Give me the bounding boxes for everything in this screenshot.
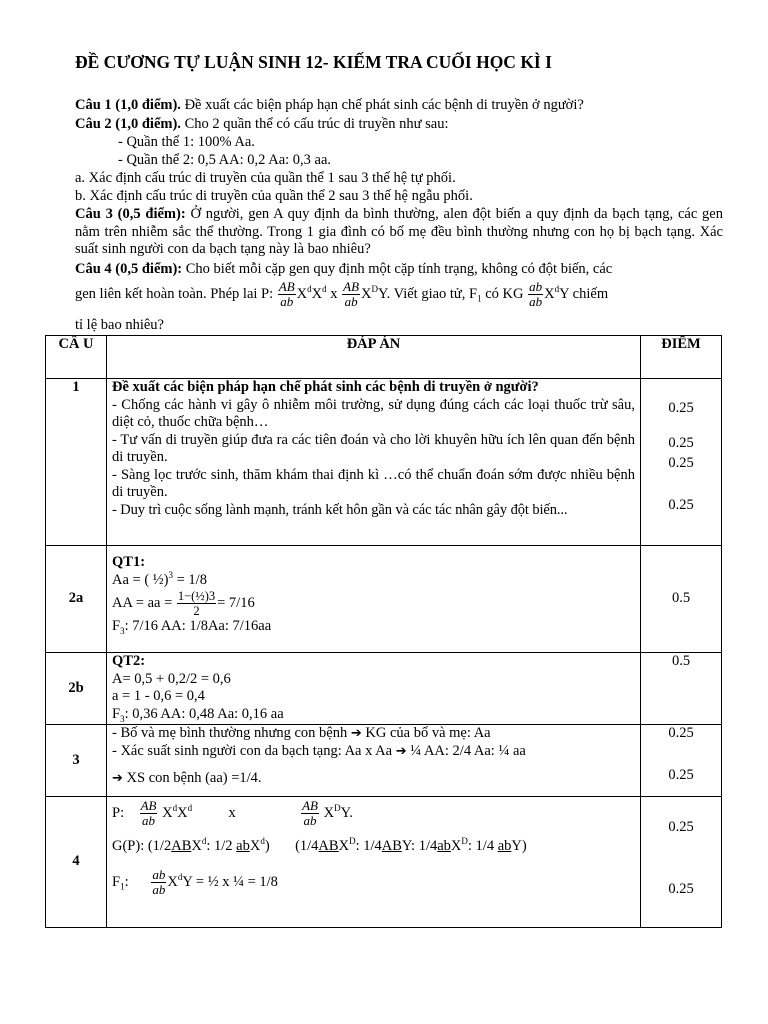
row-1-score-1: 0.25 [668, 400, 694, 416]
fraction-f1: $\frac{ab}{ab}$ [152, 866, 166, 897]
question-2a: a. Xác định cấu trúc di truyền của quần thể 1 sau 3 thế hệ tự phối. [75, 170, 456, 186]
table-row-2b [46, 653, 722, 725]
question-2-item-1: - Quần thể 1: 100% Aa. [118, 134, 255, 150]
question-2-text: Cho 2 quần thể có cấu trúc di truyền như sau: [180, 116, 449, 132]
question-4-text-3: tỉ lệ bao nhiêu? [75, 317, 164, 333]
row-1-score-3: 0.25 [668, 455, 694, 471]
row-2a-line-3: $F_3$: 7/16 AA: 1/8Aa: 7/16aa [112, 618, 272, 636]
row-2a-score: 0.5 [641, 546, 722, 653]
row-4-line-p: P: $\frac{AB}{ab}$ $X^dX^d$ x $\frac{AB}{ab}$ $X^DY$. [112, 798, 353, 828]
arrow-icon: ➔ [395, 743, 407, 759]
question-4-formula-line: gen liên kết hoàn toàn. Phép lai P: $\frac{AB}{ab}$ $X^dX^d$ x $\frac{AB}{ab}$ $X^DY$. Viết giao tử, $F_1$ có KG $\frac{ab}{ab}$ $X^dY$ chiếm [75, 279, 609, 309]
row-1-score-4: 0.25 [668, 496, 694, 513]
question-4 [75, 261, 723, 279]
row-4-score-2: 0.25 [668, 880, 694, 897]
row-2b-line-2: a = 1 - 0,6 = 0,4 [112, 688, 205, 704]
row-2b-cau: 2b [46, 653, 107, 725]
row-2b-score: 0.5 [641, 653, 722, 725]
row-4-cau: 4 [46, 797, 107, 928]
fraction-ab-ab: $\frac{ab}{ab}$ [529, 279, 543, 309]
fraction-AB-ab: $\frac{AB}{ab}$ [278, 279, 295, 309]
question-2-label: Câu 2 (1,0 điểm). [75, 116, 181, 132]
row-1-cau: 1 [46, 379, 107, 546]
question-4-text-1: Cho biết mỗi cặp gen quy định một cặp tính trạng, không có đột biến, các [182, 261, 613, 277]
row-1-item-1: - Chống các hành vi gây ô nhiễm môi trường, sử dụng đúng cách các loại thuốc trừ sâu, diệt cỏ, thuốc chữa bệnh… [112, 396, 635, 430]
question-2 [75, 116, 723, 134]
row-2b-line-3: $F_3$: 0,36 AA: 0,48 Aa: 0,16 aa [112, 705, 284, 724]
row-2a-cau: 2a [46, 546, 107, 653]
row-1-score-2: 0.25 [668, 434, 694, 451]
row-2a-heading: QT1: [112, 554, 146, 570]
table-row-2a [46, 546, 722, 653]
row-4-line-f1: $F_1$: $\frac{ab}{ab}$ $X^dY$ = ½ x ¼ = 1/8 [112, 866, 278, 897]
arrow-icon: ➔ [350, 726, 362, 741]
row-3-scores [641, 725, 722, 797]
answer-table [45, 335, 722, 928]
row-3-score-1: 0.25 [668, 725, 694, 741]
row-3-score-2: 0.25 [668, 766, 694, 783]
question-3-label: Câu 3 (0,5 điểm): [75, 206, 186, 222]
fraction-p-1: $\frac{AB}{ab}$ [140, 798, 157, 828]
row-4-answer [107, 797, 641, 928]
header-diem: ĐIỂM [641, 336, 722, 379]
arrow-icon: ➔ [112, 771, 123, 786]
question-1-label: Câu 1 (1,0 điểm). [75, 97, 181, 113]
question-4-label: Câu 4 (0,5 điểm): [75, 261, 183, 277]
header-dap-an: ĐÁP ÁN [107, 336, 641, 379]
table-row-4 [46, 797, 722, 928]
row-3-cau: 3 [46, 725, 107, 797]
row-3-answer [107, 725, 641, 797]
question-2-item-2: - Quần thể 2: 0,5 AA: 0,2 Aa: 0,3 aa. [118, 152, 332, 168]
row-1-answer [107, 379, 641, 546]
table-row-3 [46, 725, 722, 797]
table-header-row [46, 336, 722, 379]
row-3-line-2: - Xác suất sinh người con da bạch tạng: Aa x Aa ➔ ¼ AA: 2/4 Aa: ¼ aa [112, 742, 526, 759]
row-3-line-1: - Bố và mẹ bình thường nhưng con bệnh ➔ KG của bố và mẹ: Aa [112, 725, 491, 741]
fraction-row-2a: $\frac{\text{1−(½)3}}{2}$ [177, 589, 216, 618]
document-title: ĐỀ CƯƠNG TỰ LUẬN SINH 12- KIẾM TRA CUỐI HỌC KÌ I [75, 52, 552, 72]
row-4-scores [641, 797, 722, 928]
question-3-text: Ở người, gen A quy định da bình thường, alen đột biến a quy định da bạch tạng, các gen nằm trên nhiễm sắc thể thường. Trong 1 gia đình có bố mẹ đều bình thường nhưng con họ bị bạch tạng. Xác suất sinh người con da bạch tạng này là bao nhiêu? [75, 206, 723, 257]
row-1-scores [641, 379, 722, 546]
table-row-1 [46, 379, 722, 546]
row-2b-answer [107, 653, 641, 725]
row-4-line-gp: G(P): (1/2ABX$^d$: 1/2 abX$^d$) ($1/4ABX^D$: 1/4ABY: 1/4abX$^D$: 1/4 abY) [112, 836, 527, 854]
row-3-line-3: ➔ XS con bệnh (aa) =1/4. [112, 770, 262, 786]
row-2a-line-1: Aa = ( ½)$^3$ = 1/8 [112, 569, 207, 588]
row-4-score-1: 0.25 [668, 819, 694, 835]
row-2a-answer [107, 546, 641, 653]
row-1-item-3: - Sàng lọc trước sinh, thăm khám thai định kì …có thể chuẩn đoán sớm được nhiều bệnh di truyền. [112, 466, 635, 500]
row-2b-line-1: A= 0,5 + 0,2/2 = 0,6 [112, 670, 231, 687]
row-1-item-2: - Tư vấn di truyền giúp đưa ra các tiên đoán và cho lời khuyên hữu ích lên quan đến bệnh di truyền. [112, 431, 635, 465]
row-1-heading: Đề xuất các biện pháp hạn chế phát sinh các bệnh di truyền ở người? [112, 379, 539, 395]
question-1-text: Đề xuất các biện pháp hạn chế phát sinh các bệnh di truyền ở người? [180, 97, 584, 113]
question-2b: b. Xác định cấu trúc di truyền của quần thể 2 sau 3 thế hệ ngẫu phối. [75, 188, 473, 204]
header-cau: CÂ U [46, 336, 107, 379]
row-2a-line-2: AA = aa = $\frac{\text{1−(½)3}}{2}$ = 7/16 [112, 589, 255, 618]
fraction-AB-ab-2: $\frac{AB}{ab}$ [343, 279, 360, 309]
row-2b-heading: QT2: [112, 653, 146, 669]
question-1 [75, 97, 723, 115]
row-1-item-4: - Duy trì cuộc sống lành mạnh, tránh kết hôn gần và các tác nhân gây đột biến... [112, 501, 568, 518]
question-3 [75, 206, 723, 259]
fraction-p-2: $\frac{AB}{ab}$ [302, 798, 318, 828]
